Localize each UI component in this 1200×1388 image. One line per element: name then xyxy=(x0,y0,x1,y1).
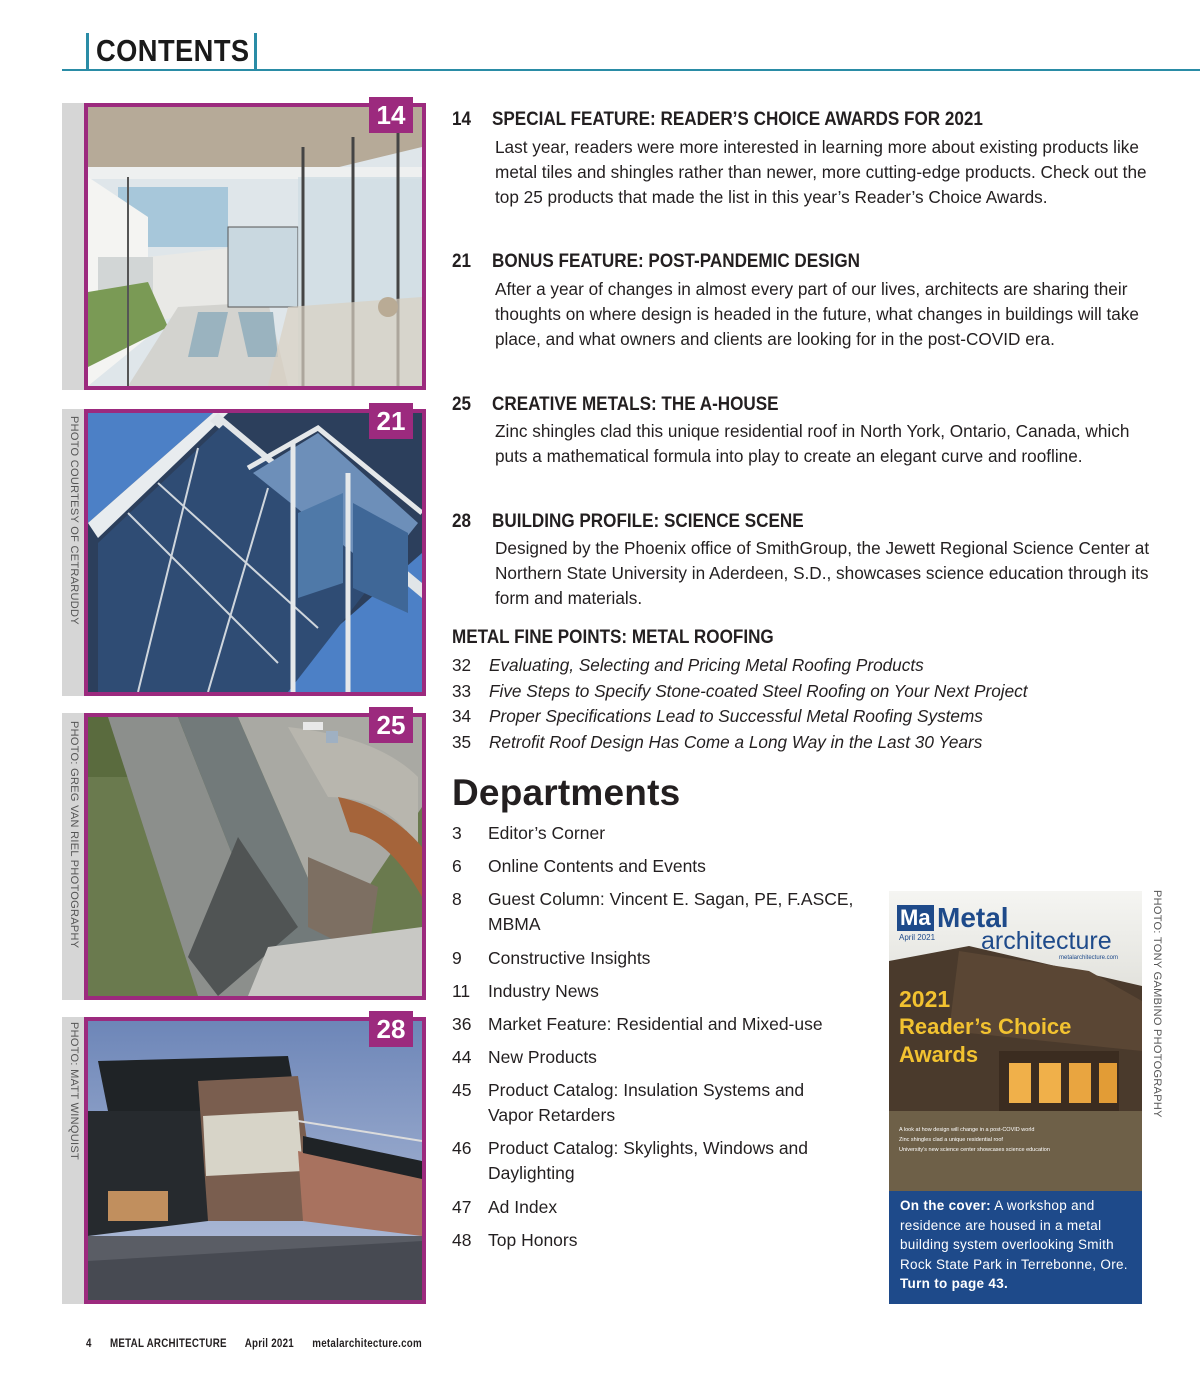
mfp-item[interactable] xyxy=(452,681,1028,702)
feature-page-28[interactable]: 28 xyxy=(452,511,472,532)
mfp-title: Five Steps to Specify Stone-coated Steel Roofing on Your Next Project xyxy=(489,681,1028,701)
cover-caption-body: A workshop and residence are housed in a metal building system overlooking Smith Rock State Park in Terrebonne, Ore. xyxy=(900,1198,1128,1272)
header-rule-left xyxy=(86,33,89,70)
feature-desc-a-house: Zinc shingles clad this unique residential roof in North York, Ontario, Canada, which puts a mathematical formula into play to create an elegant curve and roofline. xyxy=(495,421,1130,466)
mfp-title: Proper Specifications Lead to Successful Metal Roofing Systems xyxy=(489,706,983,726)
cover-caption xyxy=(900,1196,1136,1294)
photo-strip-14 xyxy=(62,103,84,390)
feature-page-25[interactable]: 25 xyxy=(452,394,472,415)
courtyard-image xyxy=(88,107,422,386)
feature-desc-post-pandemic: After a year of changes in almost every part of our lives, architects are sharing their thoughts on where design is headed in the future, what changes in buildings will take place, and what owners and clients are looking for in the post-COVID era. xyxy=(495,279,1139,349)
cover-logo-mark: Ma xyxy=(897,905,934,931)
page-badge-14: 14 xyxy=(369,97,413,133)
cover-url: metalarchitecture.com xyxy=(1059,955,1119,961)
metal-fine-points-heading: METAL FINE POINTS: METAL ROOFING xyxy=(452,627,774,648)
department-page: 11 xyxy=(452,981,471,1001)
mfp-title: Evaluating, Selecting and Pricing Metal Roofing Products xyxy=(489,655,924,675)
photo-credit-25: PHOTO: GREG VAN RIEL PHOTOGRAPHY xyxy=(68,721,80,949)
mfp-page: 32 xyxy=(452,655,472,675)
department-page: 46 xyxy=(452,1138,472,1158)
header-divider xyxy=(62,69,1200,71)
cover-headline-readers-choice: Reader’s Choice xyxy=(899,1014,1072,1039)
department-title: Industry News xyxy=(488,981,599,1001)
page-badge-25: 25 xyxy=(369,707,413,743)
department-page: 48 xyxy=(452,1230,472,1250)
photo-14-courtyard[interactable] xyxy=(84,103,426,390)
department-page: 45 xyxy=(452,1080,472,1100)
page-footer xyxy=(86,1338,437,1350)
photo-credit-21: PHOTO COURTESY OF CETRARUDDY xyxy=(68,416,80,625)
department-page: 47 xyxy=(452,1197,472,1217)
feature-title-science-scene[interactable]: BUILDING PROFILE: SCIENCE SCENE xyxy=(492,511,804,532)
photo-25-a-house[interactable] xyxy=(84,713,426,1000)
feature-page-14[interactable]: 14 xyxy=(452,109,472,130)
feature-desc-science-scene: Designed by the Phoenix office of SmithGroup, the Jewett Regional Science Center at Northern State University in Aderdeen, S.D., showcases science education through its form and materials. xyxy=(495,538,1150,608)
header-rule-right xyxy=(254,33,257,70)
feature-title-post-pandemic[interactable]: BONUS FEATURE: POST-PANDEMIC DESIGN xyxy=(492,251,860,272)
department-title: New Products xyxy=(488,1047,597,1067)
cover-teaser-1: A look at how design will change in a post-COVID world xyxy=(899,1127,1035,1133)
page-title: CONTENTS xyxy=(96,33,250,68)
photo-credit-cover: PHOTO: TONY GAMBINO PHOTOGRAPHY xyxy=(1151,890,1163,1118)
footer-url[interactable]: metalarchitecture.com xyxy=(312,1338,422,1350)
department-title: Guest Column: Vincent E. Sagan, PE, F.ASCE, MBMA xyxy=(488,889,854,934)
mfp-page: 33 xyxy=(452,681,472,701)
department-title: Product Catalog: Skylights, Windows and Daylighting xyxy=(488,1138,809,1183)
science-center-image xyxy=(88,1021,422,1300)
cover-logo-word-metal: Metal xyxy=(937,902,1009,933)
facade-image xyxy=(88,413,422,692)
cover-headline-year: 2021 xyxy=(899,986,951,1012)
departments-heading: Departments xyxy=(452,772,681,813)
mfp-page: 35 xyxy=(452,732,472,752)
cover-caption-turn[interactable]: Turn to page 43. xyxy=(900,1276,1009,1291)
photo-28-science-center[interactable] xyxy=(84,1017,426,1304)
department-title: Product Catalog: Insulation Systems and Vapor Retarders xyxy=(488,1080,805,1125)
mfp-page: 34 xyxy=(452,706,472,726)
department-page: 9 xyxy=(452,948,462,968)
mfp-item[interactable] xyxy=(452,706,983,727)
footer-page-number: 4 xyxy=(86,1338,92,1350)
a-house-image xyxy=(88,717,422,996)
cover-issue-date: April 2021 xyxy=(899,933,936,942)
cover-teaser-3: University’s new science center showcases science education xyxy=(899,1147,1050,1153)
feature-page-21[interactable]: 21 xyxy=(452,251,472,272)
cover-headline-awards: Awards xyxy=(899,1042,979,1067)
department-title: Ad Index xyxy=(488,1197,558,1217)
cover-logo-word-architecture: architecture xyxy=(981,927,1112,955)
department-page: 44 xyxy=(452,1047,472,1067)
page-badge-28: 28 xyxy=(369,1011,413,1047)
feature-desc-reader-choice: Last year, readers were more interested in learning more about existing products like metal tiles and shingles rather than newer, more cutting-edge products. Check out the top 25 products that made the list in this year’s Reader’s Choice Awards. xyxy=(495,137,1147,207)
page-badge-21: 21 xyxy=(369,403,413,439)
department-page: 6 xyxy=(452,856,462,876)
footer-magazine-name: METAL ARCHITECTURE xyxy=(109,1338,227,1350)
photo-credit-28: PHOTO: MATT WINQUIST xyxy=(68,1022,80,1160)
footer-issue: April 2021 xyxy=(244,1338,294,1350)
department-page: 3 xyxy=(452,823,462,843)
cover-teaser-2: Zinc shingles clad a unique residential roof xyxy=(899,1137,1003,1143)
cover-caption-lead: On the cover: xyxy=(900,1198,991,1213)
department-title: Online Contents and Events xyxy=(488,856,706,876)
mfp-item[interactable] xyxy=(452,655,924,676)
mfp-item[interactable] xyxy=(452,732,982,753)
department-page: 8 xyxy=(452,889,462,909)
photo-21-facade[interactable] xyxy=(84,409,426,696)
feature-title-reader-choice[interactable]: SPECIAL FEATURE: READER’S CHOICE AWARDS FOR 2021 xyxy=(492,109,983,130)
mfp-title: Retrofit Roof Design Has Come a Long Way in the Last 30 Years xyxy=(489,732,983,752)
department-title: Top Honors xyxy=(488,1230,578,1250)
department-title: Constructive Insights xyxy=(488,948,651,968)
department-page: 36 xyxy=(452,1014,472,1034)
department-title: Editor’s Corner xyxy=(488,823,606,843)
department-title: Market Feature: Residential and Mixed-use xyxy=(488,1014,823,1034)
feature-title-a-house[interactable]: CREATIVE METALS: THE A-HOUSE xyxy=(492,394,779,415)
